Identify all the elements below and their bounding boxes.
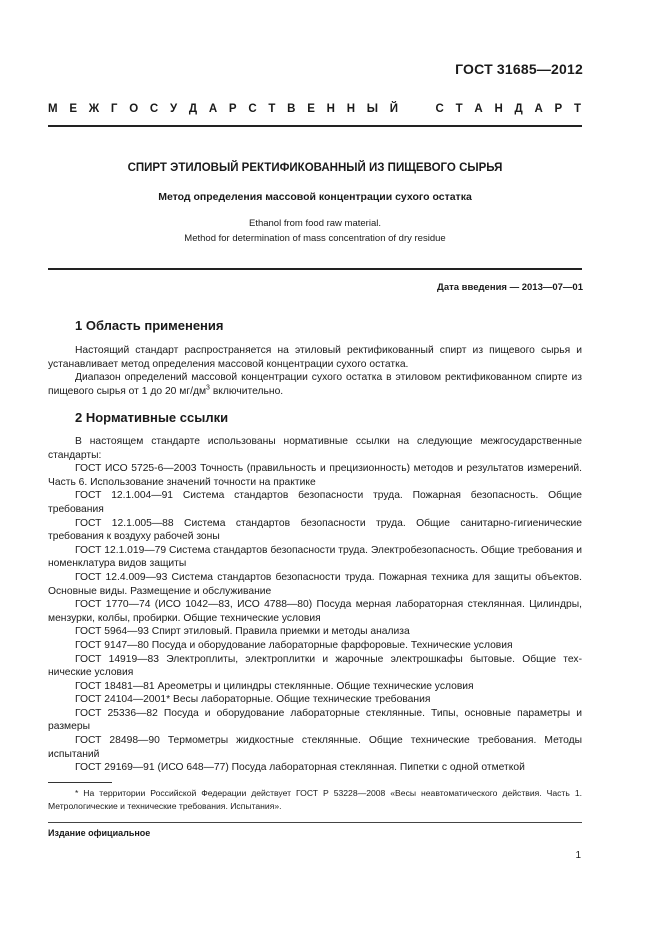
heading-letter: А [534,103,543,115]
introduction-date: Дата введения — 2013—07—01 [437,282,583,293]
section-1-heading: 1 Область применения [75,318,224,333]
heading-letter: Г [110,103,118,115]
normative-reference: ГОСТ 25336—82 Посуда и оборудование лабораторные стеклянные. Типы, основные параметры и размеры [48,707,582,733]
heading-letter: Т [268,103,276,115]
heading-letter: Й [389,103,399,115]
document-subtitle: Метод определения массовой концентрации сухого остатка [158,191,472,203]
heading-letter: У [169,103,178,115]
range-text: Диапазон определений массовой концентрации сухого остатка в этиловом ректификованном спирте из пищевого сырья от 1 до 20 мг/дм [48,372,582,397]
normative-reference: ГОСТ 9147—80 Посуда и оборудование лабораторные фарфоровые. Технические условия [75,639,513,651]
heading-letter: Ж [88,103,100,115]
section-2-body [48,435,582,775]
heading-letter: Н [326,103,335,115]
interstate-standard-heading [48,103,581,115]
normative-reference: ГОСТ 12.1.005—88 Система стандартов безопасности труда. Общие санитарно-гигиенические требования к воздуху рабочей зоны [48,517,582,543]
normative-reference: ГОСТ 12.1.019—79 Система стандартов безопасности труда. Электробезопасность. Общие требования и номенклатура видов защиты [48,544,582,570]
section-2-intro: В настоящем стандарте использованы нормативные ссылки на следующие межгосударственные стандарты: [48,436,582,461]
section-1-paragraph [48,371,582,398]
heading-letter: Т [573,103,581,115]
heading-letter: А [474,103,483,115]
middle-rule [48,268,582,270]
heading-letter: Т [455,103,463,115]
section-1-paragraph: Настоящий стандарт распространяется на этиловый ректификованный спирт из пищевого сырья и устанавливает метод определения массовой концентрации сухого остатка. [48,345,582,370]
footnote-rule [48,782,112,783]
footnote-text: * На территории Российской Федерации действует ГОСТ Р 53228—2008 «Весы неавтоматического действия. Часть 1. Метрологические и технические требования. Испытания». [48,788,582,811]
normative-reference: ГОСТ 1770—74 (ИСО 1042—83, ИСО 4788—80) Посуда мерная лабораторная стеклянная. Цилиндры, мензурки, колбы, пробирки. Общие технические условия [48,599,582,624]
heading-letter: Н [494,103,503,115]
normative-reference: ГОСТ 14919—83 Электроплиты, электроплитки и жарочные электрошкафы бытовые. Общие технические условия [48,653,582,679]
section-2-heading: 2 Нормативные ссылки [75,410,229,425]
document-title: СПИРТ ЭТИЛОВЫЙ РЕКТИФИКОВАННЫЙ ИЗ ПИЩЕВОГО СЫРЬЯ [127,162,503,174]
heading-letter: С [248,103,257,115]
heading-letter: О [129,103,139,115]
normative-reference: ГОСТ 12.1.004—91 Система стандартов безопасности труда. Пожарная безопасность. Общие требования [48,490,582,515]
normative-reference: ГОСТ 12.4.009—93 Система стандартов безопасности труда. Пожарная техника для защиты объектов. Основные виды. Размещение и обслуживание [48,571,582,597]
range-text-end: включительно. [209,385,284,397]
page-number: 1 [575,850,581,861]
word-gap [410,103,424,115]
heading-letter: Н [346,103,356,115]
footnote [48,787,582,812]
section-1-body [48,344,582,398]
heading-letter: Е [307,103,315,115]
gost-number: ГОСТ 31685—2012 [455,61,583,77]
heading-letter: Д [188,103,198,115]
heading-letter: А [208,103,218,115]
english-title [48,217,582,246]
normative-reference: ГОСТ 18481—81 Ареометры и цилиндры стеклянные. Общие технические условия [75,680,474,692]
heading-letter: С [149,103,159,115]
english-title-line-2: Method for determination of mass concentration of dry residue [184,232,446,244]
official-edition-label: Издание официальное [48,828,151,838]
normative-reference: ГОСТ 5964—93 Спирт этиловый. Правила приемки и методы анализа [75,626,410,638]
heading-letter: С [435,103,444,115]
heading-letter: Д [514,103,523,115]
heading-letter: М [48,103,58,115]
heading-letter: В [287,103,296,115]
heading-letter: Р [554,103,563,115]
bottom-rule [48,822,582,823]
normative-reference: ГОСТ ИСО 5725-6—2003 Точность (правильность и прецизионность) методов и результатов измерений. Часть 6. Использование значений точности на практике [48,463,582,488]
english-title-line-1: Ethanol from food raw material. [248,218,381,229]
normative-reference: ГОСТ 24104—2001* Весы лабораторные. Общие технические требования [75,694,431,706]
heading-letter: Р [228,103,237,115]
superscript: 3 [206,384,210,392]
normative-reference: ГОСТ 28498—90 Термометры жидкостные стеклянные. Общие технические требования. Методы испытаний [48,735,582,760]
top-rule [48,125,582,127]
heading-letter: Ы [366,103,379,115]
heading-letter: Е [69,103,78,115]
normative-reference: ГОСТ 29169—91 (ИСО 648—77) Посуда лабораторная стеклянная. Пипетки с одной отметкой [75,762,525,774]
